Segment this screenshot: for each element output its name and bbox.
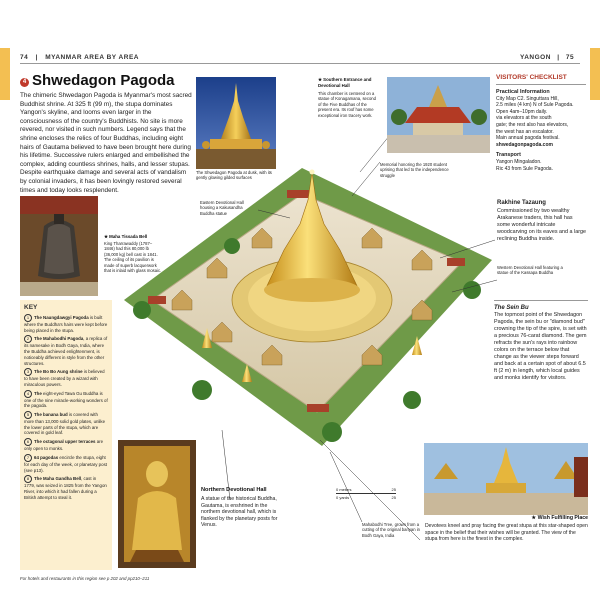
key-number: 2 [24, 335, 32, 343]
key-item-title: The banana bud [34, 412, 68, 418]
practical-info-heading: Practical Information [496, 89, 550, 95]
practical-line: Open 4am–10pm daily. [496, 108, 548, 115]
buddha-statue-photo [118, 440, 196, 568]
key-item-text: , a replica of its namesake in Bodh Gaya, India, where the Buddha achieved enlightenment, is noticeably different in style from the other structures. [24, 336, 108, 366]
left-page-header: 74 | MYANMAR AREA BY AREA [20, 54, 139, 61]
website-link[interactable]: shwedagonpagoda.com [496, 141, 553, 148]
intro-paragraph: The chimeric Shwedagon Pagoda is Myanmar's most sacred Buddhist shrine. At 325 ft (99 m), the stupa dominates Yangon's skyline, and looms even larger in the consciousness of the country's Buddhists. No site is more revered, nor visited in such numbers. Legend says that the shrine encloses the relics of four Buddhas, including eight hairs of Gautama believed to have been brought here during his lifetime. Successive rulers enlarged and embellished the complex, adding countless shrines, halls, and lesser stupas. Despite earthquake damage and several acts of vandalism by colonial invaders, it has been lovingly restored several times and today looks resplendent. [20, 92, 192, 194]
southern-entrance-title: ★ Southern Entrance and Devotional Hall [318, 77, 372, 88]
southern-entrance-text: This chamber is centered on a statue of Konagamana, second of the Five Buddhas of the present era. Its roof has some exceptional iron tracery work. [318, 91, 376, 118]
label-western-hall: Western Devotional Hall featuring a statue of the Kassapa Buddha [497, 265, 563, 276]
practical-line: gate; the rest also has elevators, [496, 121, 569, 128]
key-item-title: The octagonal upper terraces [34, 439, 96, 445]
label-mahabodhi-tree: Mahabodhi Tree, grown from a cutting of the original banyan in Bodh Gaya, India [362, 522, 420, 538]
footer-note: For hotels and restaurants in this region see p 202 and pp210–211 [20, 576, 150, 581]
title-number-badge: 4 [20, 78, 29, 87]
practical-line: via elevators at the south [496, 115, 552, 122]
section-title-right: YANGON [520, 54, 551, 61]
key-number: 5 [24, 411, 32, 419]
key-item-text: are only open to monks. [24, 439, 104, 452]
key-item-text: is believed to have been created by a wizard with miraculous powers. [24, 369, 105, 387]
key-item-title: The Naungdawgyi Pagoda [34, 315, 89, 320]
key-item-text: is built where the Buddha's hairs were kept before being placed in the stupa. [24, 315, 108, 333]
key-item [24, 368, 108, 387]
sein-bu-text: The topmost point of the Shwedagon Pagoda, the sein bu or "diamond bud" crowning the tip of the spire, is set with a precious 76-carat diamond. The gem refracts the sun's rays into rainbow colors on the terrace below that change as the viewer steps forward and back at a certain spot of about 6.5 ft (2 m) in length, which local guides and monks identify for visitors. [494, 312, 587, 381]
scale-yards-value: 25 [391, 495, 396, 500]
key-item-text: , cast in 1779, was seized in 1825 from the Yangon River, into which it had fallen during a British attempt to steal it. [24, 476, 107, 500]
key-heading: KEY [24, 304, 38, 311]
key-item [24, 335, 108, 366]
scale-meters-value: 25 [391, 487, 396, 492]
scale-yards-label: 0 yards [336, 495, 350, 500]
key-item-text: is covered with more than 13,000 solid gold plates, unlike the lower parts of the stupa, which are covered in gold leaf. [24, 412, 106, 436]
key-item [24, 475, 108, 500]
page-number-right: 75 [565, 54, 575, 61]
southern-entrance-photo [387, 77, 490, 153]
sein-bu-title: The Sein Bu [494, 305, 529, 311]
wish-place-title: ★ Wish Fulfilling Place [531, 515, 588, 521]
transport-heading: Transport [496, 152, 521, 159]
practical-line: Main annual pagoda festival. [496, 135, 560, 142]
key-number: 3 [24, 368, 32, 376]
northern-hall-title: Northern Devotional Hall [201, 487, 267, 493]
pagoda-dusk-caption: The Shwedagon Pagoda at dusk, with its gently glowing gilded surfaces [196, 170, 272, 181]
key-item [24, 411, 108, 436]
transport-line: Yangon Mingaladon. [496, 158, 542, 165]
page-title-text: Shwedagon Pagoda [32, 72, 175, 89]
key-item-title: The [34, 390, 44, 396]
wish-place-text: Devotees kneel and pray facing the great stupa at this star-shaped open space in the belief that their wishes will be granted. The view of the stupa from here is the finest in the complex. [425, 523, 588, 543]
scale-meters-label: 0 meters [336, 487, 352, 492]
key-item [24, 314, 108, 333]
scale-bar [336, 487, 396, 500]
key-number: 8 [24, 475, 32, 483]
key-item [24, 454, 108, 473]
key-item [24, 438, 108, 452]
key-number: 7 [24, 454, 32, 462]
bell-text: King Tharrawaddy (1787–1846) had this 80,000 lb (36,000 kg) bell cast in 1841. The ceiling of its pavilion is made of superb lacquerwork that is inlaid with glass mosaic. [104, 241, 162, 274]
rakhine-text: Commissioned by two wealthy Arakanese traders, this hall has some wonderful intricate woodcarving on its eaves and a large reclining Buddha inside. [497, 208, 587, 242]
key-item-text: eight-eyed Tawa Gu Buddha is one of the nine miracle-working wonders of the pagoda. [24, 390, 108, 409]
label-eastern-hall: Eastern Devotional Hall housing a Kakusandha Buddha statue [200, 200, 244, 216]
page-number-left: 74 [20, 54, 29, 61]
practical-line: City Map C2. Singuttara Hill, [496, 95, 559, 102]
practical-line: 2.5 miles (4 km) N of Sule Pagoda. [496, 102, 574, 109]
key-item-title: The Mahabodhi Pagoda [34, 336, 84, 342]
rakhine-title: Rakhine Tazaung [497, 200, 546, 206]
northern-hall-text: A statue of the historical Buddha, Gautama, is enshrined in the northern devotional hall, which is flanked by the planetary posts for Venus. [201, 496, 278, 529]
key-item-text: encircle the stupa, eight for each day of the week, or planetary post (see p13). [24, 454, 107, 473]
key-item-title: The Bo Bo Aung shrine [34, 369, 83, 375]
sein-bu-box [494, 300, 588, 431]
key-item [24, 390, 108, 409]
key-item-title: 64 pagodas [34, 454, 59, 460]
practical-line: the west has an escalator. [496, 128, 554, 135]
wish-fulfilling-photo [424, 443, 588, 515]
label-memorial: Memorial honoring the 1920 student uprising that led to the independence struggle [380, 162, 449, 178]
section-title-left: MYANMAR AREA BY AREA [45, 54, 139, 61]
key-number: 6 [24, 438, 32, 446]
transport-line: Ric 43 from Sule Pagoda. [496, 165, 553, 172]
right-page-header: YANGON | 75 [520, 54, 575, 61]
key-number: 1 [24, 314, 32, 322]
checklist-heading: VISITORS' CHECKLIST [496, 74, 586, 85]
key-panel [20, 300, 112, 570]
key-number: 4 [24, 390, 32, 398]
key-item-title: The Maha Gandha Bell [34, 476, 82, 482]
bell-title: ★ Maha Tissada Bell [104, 234, 148, 239]
